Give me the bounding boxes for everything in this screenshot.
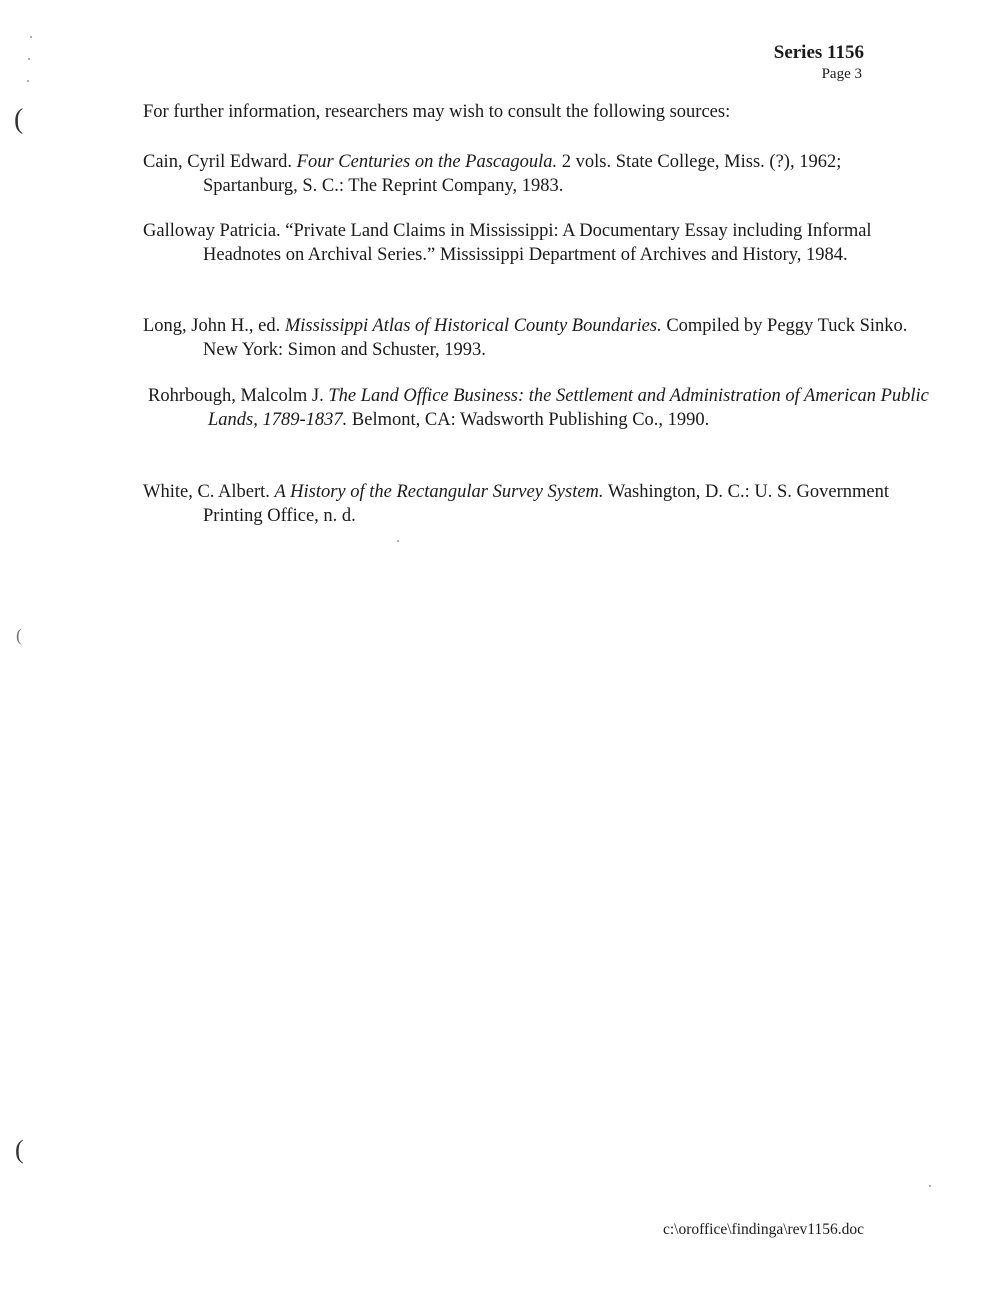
reference-text: Galloway Patricia. “Private Land Claims in Mississippi: A Documentary Essay including Informal Headnotes on Archival Series.” Mississippi Department of Archives and History, 1984.	[143, 221, 872, 265]
reference-text: Belmont, CA: Wadsworth Publishing Co., 1990.	[347, 410, 710, 430]
reference-entry	[143, 219, 933, 267]
reference-text: Rohrbough, Malcolm J.	[148, 386, 329, 406]
page-number: Page 3	[821, 66, 862, 82]
scan-speck	[30, 36, 32, 38]
reference-text: 2 vols. State College, Miss. (?), 1962; Spartanburg, S. C.: The Reprint Company, 1983.	[203, 152, 842, 196]
reference-title: A History of the Rectangular Survey System.	[274, 482, 604, 502]
reference-entry	[148, 384, 933, 432]
reference-title: The Land Office Business: the Settlement and Administration of American Public Lands, 1789-1837.	[208, 386, 929, 430]
reference-title: Four Centuries on the Pascagoula.	[296, 152, 558, 172]
series-number: Series 1156	[773, 42, 864, 63]
scan-speck	[27, 80, 29, 82]
reference-text: Long, John H., ed.	[143, 316, 285, 336]
reference-text: Cain, Cyril Edward.	[143, 152, 297, 172]
margin-mark: (	[14, 104, 24, 135]
reference-text: Compiled by Peggy Tuck Sinko. New York: Simon and Schuster, 1993.	[203, 316, 908, 360]
reference-entry	[143, 314, 933, 362]
reference-entry	[143, 480, 933, 528]
reference-text: White, C. Albert.	[143, 482, 275, 502]
scan-speck	[28, 58, 30, 60]
file-path-footer: c:\oroffice\findinga\rev1156.doc	[662, 1221, 864, 1238]
reference-title: Mississippi Atlas of Historical County Boundaries.	[284, 316, 662, 336]
scan-speck	[397, 540, 399, 542]
reference-text: Washington, D. C.: U. S. Government Printing Office, n. d.	[203, 482, 889, 526]
margin-mark: (	[16, 625, 22, 645]
reference-entry	[143, 150, 933, 198]
scan-speck	[929, 1185, 931, 1187]
intro-text: For further information, researchers may wish to consult the following sources:	[143, 102, 731, 122]
margin-mark: (	[15, 1135, 24, 1164]
